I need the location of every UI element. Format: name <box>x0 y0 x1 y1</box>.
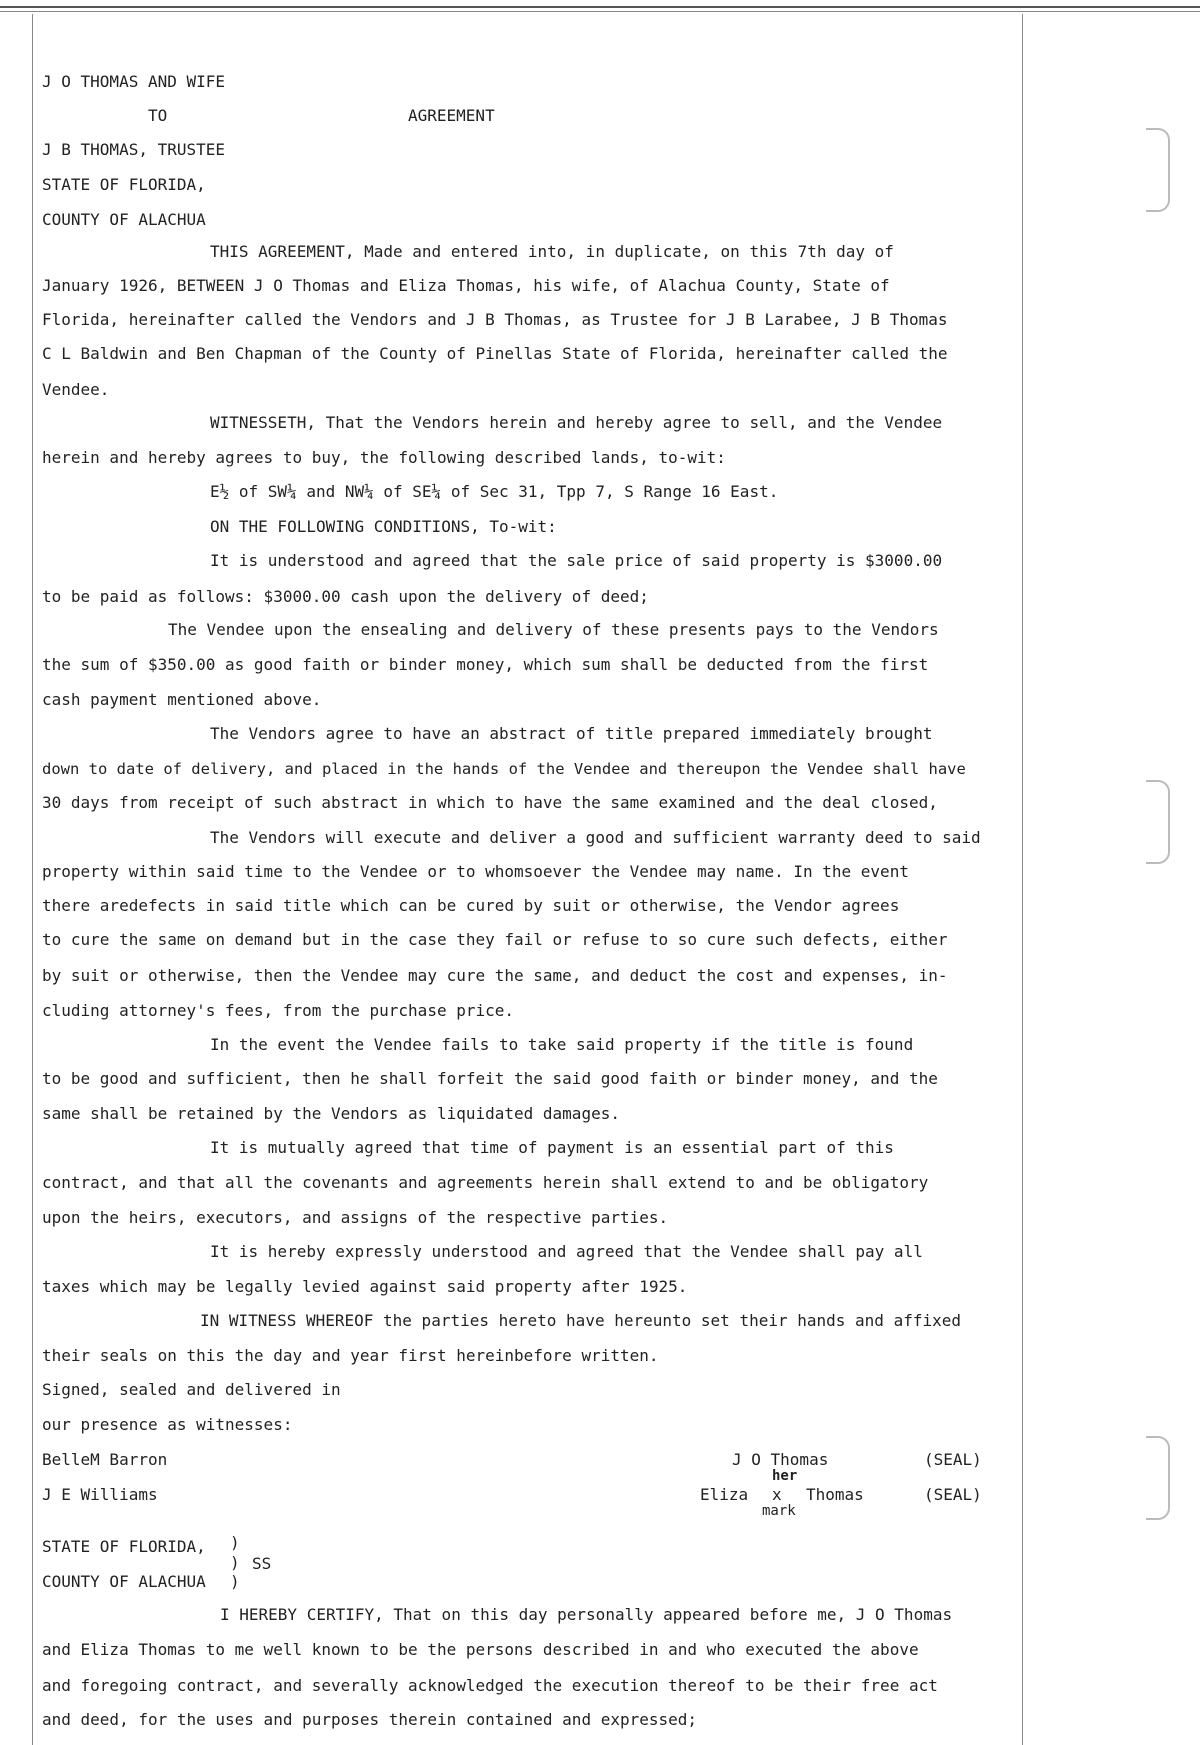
county-line: COUNTY OF ALACHUA <box>42 210 206 229</box>
body-line: Florida, hereinafter called the Vendors and J B Thomas, as Trustee for J B Larabee, J B Thomas <box>42 310 948 329</box>
state-line: STATE OF FLORIDA, <box>42 175 206 194</box>
signer-name: J O Thomas <box>732 1450 829 1469</box>
signer-first-name: Eliza <box>700 1485 749 1504</box>
her-label: her <box>772 1468 798 1484</box>
body-line: property within said time to the Vendee or to whomsoever the Vendee may name. In the event <box>42 862 909 881</box>
ack-line: and Eliza Thomas to me well known to be the persons described in and who executed the above <box>42 1640 919 1659</box>
document-title: AGREEMENT <box>408 106 495 125</box>
body-line: C L Baldwin and Ben Chapman of the County of Pinellas State of Florida, hereinafter called the <box>42 344 948 363</box>
seal-label: (SEAL) <box>924 1485 982 1504</box>
body-line: by suit or otherwise, then the Vendee may cure the same, and deduct the cost and expenses, in- <box>42 966 948 985</box>
right-margin-line <box>1022 14 1023 1745</box>
body-line: WITNESSETH, That the Vendors herein and hereby agree to sell, and the Vendee <box>210 413 943 432</box>
witness-name: BelleM Barron <box>42 1450 168 1469</box>
ss-label: SS <box>252 1554 272 1573</box>
binder-hole <box>1146 780 1170 864</box>
body-line: It is hereby expressly understood and agreed that the Vendee shall pay all <box>210 1242 923 1261</box>
body-line: herein and hereby agrees to buy, the following described lands, to-wit: <box>42 448 726 467</box>
body-line: The Vendors will execute and deliver a good and sufficient warranty deed to said <box>210 828 981 847</box>
body-line: Signed, sealed and delivered in <box>42 1380 341 1399</box>
top-rule-thin <box>0 11 1200 12</box>
body-line: January 1926, BETWEEN J O Thomas and Eliza Thomas, his wife, of Alachua County, State of <box>42 276 890 295</box>
body-line: our presence as witnesses: <box>42 1415 293 1434</box>
body-line: 30 days from receipt of such abstract in which to have the same examined and the deal closed, <box>42 793 938 812</box>
body-line: to be paid as follows: $3000.00 cash upon the delivery of deed; <box>42 587 649 606</box>
left-margin-line <box>32 14 33 1745</box>
top-rule <box>0 6 1200 8</box>
ack-county: COUNTY OF ALACHUA <box>42 1572 206 1591</box>
seal-label: (SEAL) <box>924 1450 982 1469</box>
ack-line: I HEREBY CERTIFY, That on this day personally appeared before me, J O Thomas <box>220 1605 953 1624</box>
binder-hole <box>1146 1436 1170 1520</box>
mark-label: mark <box>762 1503 796 1519</box>
body-line: same shall be retained by the Vendors as liquidated damages. <box>42 1104 620 1123</box>
ack-state: STATE OF FLORIDA, <box>42 1537 206 1556</box>
brace: ) <box>230 1533 240 1552</box>
body-line: The Vendee upon the ensealing and delivery of these presents pays to the Vendors <box>168 620 939 639</box>
body-line: to cure the same on demand but in the case they fail or refuse to so cure such defects, either <box>42 930 948 949</box>
body-line: In the event the Vendee fails to take said property if the title is found <box>210 1035 914 1054</box>
body-line: the sum of $350.00 as good faith or binder money, which sum shall be deducted from the first <box>42 655 929 674</box>
brace: ) <box>230 1553 240 1572</box>
ack-line: and deed, for the uses and purposes therein contained and expressed; <box>42 1710 698 1729</box>
signer-last-name: Thomas <box>806 1485 864 1504</box>
land-description: E½ of SW¼ and NW¼ of SE¼ of Sec 31, Tpp 7, S Range 16 East. <box>210 482 779 501</box>
body-line: cluding attorney's fees, from the purchase price. <box>42 1001 515 1020</box>
mark-x: x <box>772 1485 782 1504</box>
body-line: upon the heirs, executors, and assigns of the respective parties. <box>42 1208 669 1227</box>
body-line: contract, and that all the covenants and agreements herein shall extend to and be obligatory <box>42 1173 929 1192</box>
parties-from: J O THOMAS AND WIFE <box>42 72 226 91</box>
to-label: TO <box>148 106 168 125</box>
body-line: It is mutually agreed that time of payment is an essential part of this <box>210 1138 894 1157</box>
body-line: The Vendors agree to have an abstract of title prepared immediately brought <box>210 724 933 743</box>
body-line: IN WITNESS WHEREOF the parties hereto have hereunto set their hands and affixed <box>200 1311 961 1330</box>
brace: ) <box>230 1572 240 1591</box>
body-line: to be good and sufficient, then he shall forfeit the said good faith or binder money, and the <box>42 1069 938 1088</box>
ack-line: and foregoing contract, and severally acknowledged the execution thereof to be their free act <box>42 1676 938 1695</box>
body-line: their seals on this the day and year first hereinbefore written. <box>42 1346 659 1365</box>
body-line: cash payment mentioned above. <box>42 690 322 709</box>
binder-hole <box>1146 128 1170 212</box>
parties-to: J B THOMAS, TRUSTEE <box>42 140 226 159</box>
body-line: THIS AGREEMENT, Made and entered into, in duplicate, on this 7th day of <box>210 242 894 261</box>
body-line: It is understood and agreed that the sale price of said property is $3000.00 <box>210 551 943 570</box>
witness-name: J E Williams <box>42 1485 158 1504</box>
body-line: there aredefects in said title which can be cured by suit or otherwise, the Vendor agrees <box>42 896 900 915</box>
body-line: Vendee. <box>42 380 110 399</box>
body-line: down to date of delivery, and placed in the hands of the Vendee and thereupon the Vendee shall have <box>42 760 966 778</box>
body-line: ON THE FOLLOWING CONDITIONS, To-wit: <box>210 517 557 536</box>
body-line: taxes which may be legally levied against said property after 1925. <box>42 1277 688 1296</box>
